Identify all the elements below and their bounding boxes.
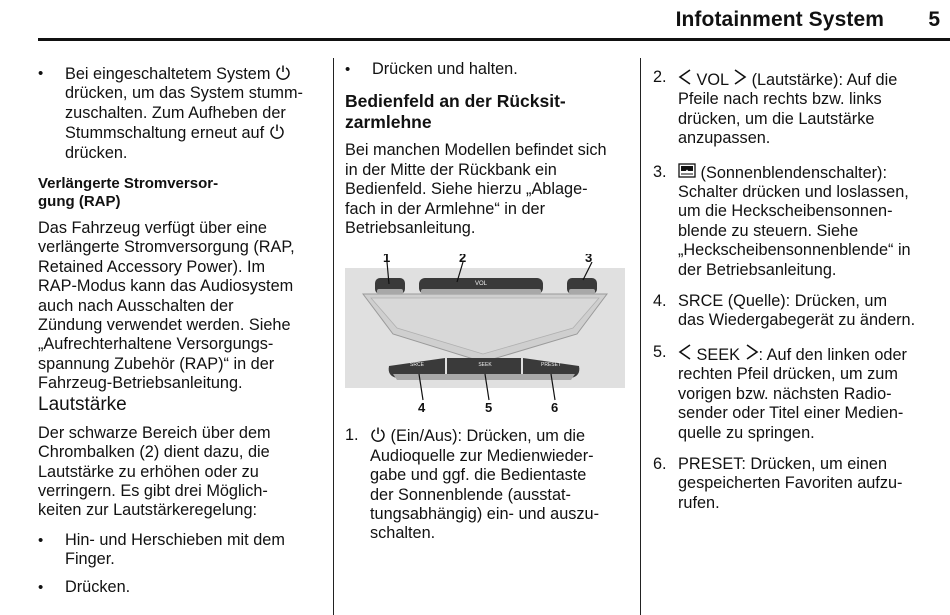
chevron-right-icon — [733, 68, 747, 86]
press-bullet: • Drücken. — [38, 578, 328, 597]
item3-line: der Betriebsanleitung. — [678, 260, 837, 279]
item-2: 2. VOL (Lautstärke): Auf die Pfeile nach rechts bzw. links drücken, um die Lautstärke anzupassen. — [653, 68, 943, 149]
column-divider — [333, 58, 334, 615]
item5-line: vorigen bzw. nächsten Radio- — [678, 384, 892, 403]
panel-paragraph — [345, 141, 635, 238]
item-6: 6. PRESET: Drücken, um einen gespeicherten Favoriten aufzu- rufen. — [653, 455, 943, 513]
text-line: Bei manchen Modellen befindet sich — [345, 141, 607, 160]
callout-5: 5 — [485, 400, 493, 416]
rap-heading: Verlängerte Stromversor- gung (RAP) — [38, 175, 219, 211]
mute-bullet — [38, 64, 328, 163]
item2-line: Pfeile nach rechts bzw. links — [678, 90, 882, 109]
text-line: Betriebsanleitung. — [345, 219, 476, 238]
item6-line: gespeicherten Favoriten aufzu- — [678, 474, 903, 493]
text-line: RAP-Modus kann das Audiosystem — [38, 277, 294, 296]
chevron-left-icon — [678, 68, 692, 86]
item3-line: Schalter drücken und loslassen, — [678, 183, 909, 202]
item1-line: tungsabhängig) ein- und auszu- — [370, 505, 600, 524]
chevron-left-icon — [678, 343, 692, 361]
text-line: Chrombalken (2) dient dazu, die — [38, 443, 270, 462]
power-icon — [269, 123, 285, 139]
text-line: Der schwarze Bereich über dem — [38, 423, 271, 442]
volume-heading: Lautstärke — [38, 393, 127, 415]
item1-line: (Ein/Aus): Drücken, um die — [370, 426, 635, 446]
callout-2: 2 — [459, 254, 467, 266]
item1-line: der Sonnenblende (ausstat- — [370, 485, 571, 504]
item5-line: rechten Pfeil drücken, um zum — [678, 365, 898, 384]
sunshade-icon — [678, 163, 696, 179]
item5-line: SEEK : Auf den linken oder — [678, 343, 943, 365]
text-line: Das Fahrzeug verfügt über eine — [38, 219, 267, 238]
text-line: verringern. Es gibt drei Möglich- — [38, 481, 268, 500]
preset-label: PRESET — [540, 362, 562, 369]
item4-line: das Wiedergabegerät zu ändern. — [678, 311, 916, 330]
power-icon — [370, 426, 386, 442]
seek-label: SEEK — [478, 362, 492, 369]
item2-line: anzupassen. — [678, 129, 771, 148]
text-line: Lautstärke zu erhöhen oder zu — [38, 462, 259, 481]
text-line: Bei eingeschaltetem System — [65, 65, 271, 83]
text-line: Retained Accessory Power). Im — [38, 257, 266, 276]
column-1 — [38, 64, 328, 597]
item3-line: blende zu steuern. Siehe — [678, 221, 859, 240]
item-1: 1. (Ein/Aus): Drücken, um die Audioquelle zur Medienwieder- gabe und ggf. die Bedientaste der Sonnenblende (ausstat- tungsabhängig) ein- und auszu- schalten. — [345, 426, 635, 543]
seek-label: SEEK — [696, 345, 740, 364]
page-number: 5 — [928, 8, 940, 31]
item-5: 5. SEEK : Auf den linken oder rechten Pfeil drücken, um zum vorigen bzw. nächsten Radio- sender oder Titel einer Medien- quelle zu springen. — [653, 343, 943, 443]
hold-bullet: • Drücken und halten. — [345, 60, 635, 79]
text-line: verlängerte Stromversorgung (RAP, — [38, 238, 295, 257]
rear-armrest-panel-figure — [345, 254, 625, 416]
section-title: Infotainment System — [675, 8, 884, 31]
rap-paragraph — [38, 219, 328, 394]
vol-label: VOL — [696, 71, 729, 89]
item4-line: SRCE (Quelle): Drücken, um — [678, 292, 888, 311]
panel-heading: Bedienfeld an der Rücksit- zarmlehne — [345, 91, 566, 133]
chevron-right-icon — [745, 343, 759, 361]
item3-line: „Heckscheibensonnenblende“ in — [678, 241, 911, 260]
text-line: Zündung verwendet werden. Siehe — [38, 316, 291, 335]
text-line: drücken, um das System stumm- — [65, 84, 303, 103]
text-line: Bedienfeld. Siehe hierzu „Ablage- — [345, 180, 588, 199]
column-3 — [653, 68, 943, 513]
panel-illustration — [345, 254, 625, 416]
item-4: 4. SRCE (Quelle): Drücken, um das Wiedergabegerät zu ändern. — [653, 292, 943, 331]
item3-line: (Sonnenblendenschalter): — [678, 163, 943, 183]
text-line: spannung Zubehör (RAP)“ in der — [38, 354, 275, 373]
text-line: zuschalten. Zum Aufheben der — [65, 103, 286, 122]
text-line: Fahrzeug-Betriebsanleitung. — [38, 374, 243, 393]
item6-line: rufen. — [678, 493, 720, 512]
item3-line: um die Heckscheibensonnen- — [678, 202, 893, 221]
column-divider — [640, 58, 641, 615]
item5-line: quelle zu springen. — [678, 423, 815, 442]
text-line: keiten zur Lautstärkeregelung: — [38, 501, 258, 520]
item1-line: Audioquelle zur Medienwieder- — [370, 446, 594, 465]
vol-label: VOL — [474, 281, 488, 288]
item1-line: schalten. — [370, 524, 436, 543]
item1-line: gabe und ggf. die Bedientaste — [370, 466, 587, 485]
callout-6: 6 — [551, 400, 559, 416]
text-line: Stummschaltung erneut auf — [65, 124, 265, 143]
column-2 — [345, 60, 635, 544]
page-header — [38, 0, 950, 41]
callout-3: 3 — [585, 254, 593, 266]
item6-line: PRESET: Drücken, um einen — [678, 454, 888, 473]
item5-line: sender oder Titel einer Medien- — [678, 404, 904, 423]
slide-bullet: • Hin- und Herschieben mit dem Finger. — [38, 531, 328, 570]
item-3: 3. (Sonnenblendenschalter): Schalter drücken und loslassen, um die Heckscheibensonnen- blende zu steuern. Siehe „Heckscheibensonnenblende“ in der Betriebsanleitung. — [653, 163, 943, 280]
power-icon — [275, 64, 291, 80]
text-line: auch nach Ausschalten der — [38, 296, 234, 315]
item2-line: VOL (Lautstärke): Auf die — [678, 68, 943, 90]
text-line: „Aufrechterhaltene Versorgungs- — [38, 335, 274, 354]
text-line: fach in der Armlehne“ in der — [345, 199, 546, 218]
text-line: drücken. — [65, 143, 128, 162]
callout-4: 4 — [418, 400, 426, 416]
callout-1: 1 — [383, 254, 391, 266]
volume-paragraph — [38, 424, 328, 521]
srce-label: SRCE — [410, 362, 424, 369]
item2-line: drücken, um die Lautstärke — [678, 109, 875, 128]
text-line: in der Mitte der Rückbank ein — [345, 160, 557, 179]
